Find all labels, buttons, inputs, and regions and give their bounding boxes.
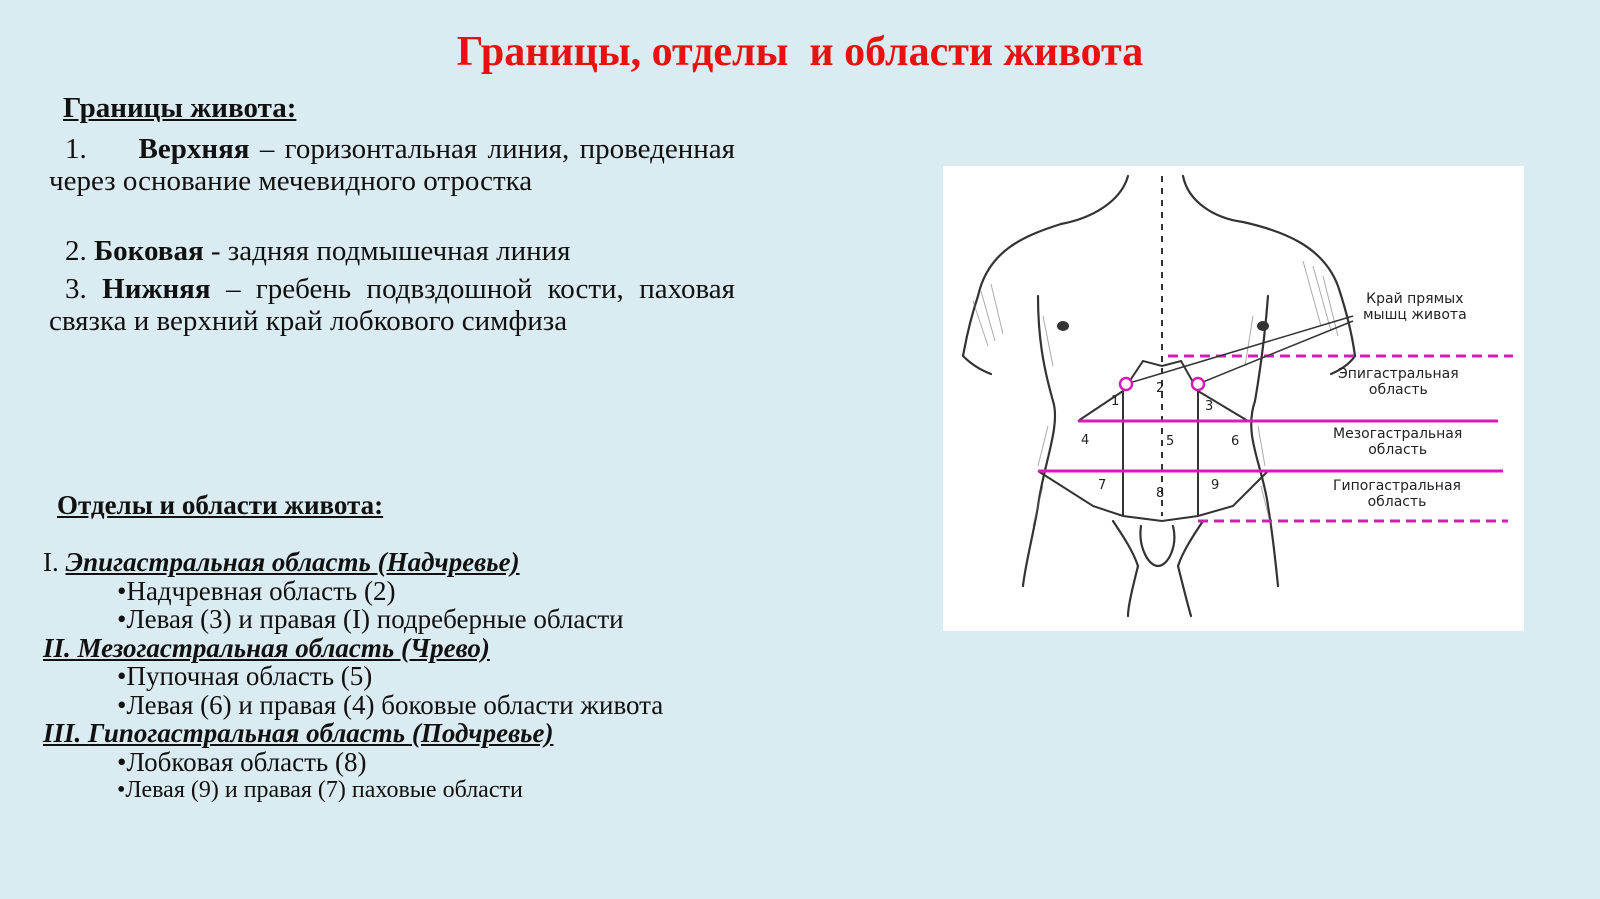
torso-illustration xyxy=(943,166,1524,631)
border-item-lateral xyxy=(49,235,735,267)
border-item-term: Боковая xyxy=(94,235,204,267)
border-item-number: 2. xyxy=(65,235,87,267)
section-header-hypogastric: III. Гипогастральная область (Подчревье) xyxy=(43,718,554,748)
border-item-lower xyxy=(49,273,735,337)
label-mesogastric: Мезогастральная область xyxy=(1333,426,1463,458)
list-item: •Левая (3) и правая (I) подреберные области xyxy=(117,604,624,634)
list-item: •Надчревная область (2) xyxy=(117,575,396,606)
border-item-upper xyxy=(49,133,735,197)
region-number-6: 6 xyxy=(1231,434,1240,449)
region-number-5: 5 xyxy=(1166,434,1175,449)
region-number-3: 3 xyxy=(1205,399,1214,414)
region-number-1: 1 xyxy=(1111,394,1120,409)
abdomen-regions-figure xyxy=(943,166,1524,631)
list-item: •Левая (9) и правая (7) паховые области xyxy=(117,777,523,803)
border-item-term: Нижняя xyxy=(102,273,211,305)
sections-heading: Отделы и области живота: xyxy=(57,490,384,520)
slide-title: Границы, отделы и области живота xyxy=(456,29,1144,75)
sections-list xyxy=(43,548,663,805)
region-number-8: 8 xyxy=(1156,486,1165,501)
borders-heading: Границы живота: xyxy=(63,92,297,124)
label-rectus-margin: Край прямых мышц живота xyxy=(1363,291,1467,323)
list-item: •Пупочная область (5) xyxy=(117,661,373,691)
list-item: •Лобковая область (8) xyxy=(117,746,367,777)
border-item-term: Верхняя xyxy=(138,133,250,165)
region-number-7: 7 xyxy=(1098,478,1107,493)
label-epigastric: Эпигастральная область xyxy=(1338,366,1459,398)
region-number-9: 9 xyxy=(1211,478,1220,493)
label-hypogastric: Гипогастральная область xyxy=(1333,478,1461,510)
list-item: •Левая (6) и правая (4) боковые области живота xyxy=(117,689,664,720)
border-item-text: - задняя подмышечная линия xyxy=(203,235,571,267)
border-item-number: 3. xyxy=(65,273,87,305)
border-item-text: – горизонтальная линия, проведенная через основание мечевидного отростка xyxy=(49,133,735,197)
section-header-epigastric: I. Эпигастральная область (Надчревье) xyxy=(43,547,520,577)
section-header-mesogastric: II. Мезогастральная область (Чрево) xyxy=(43,632,490,663)
border-item-number: 1. xyxy=(65,133,87,165)
region-number-2: 2 xyxy=(1156,381,1165,396)
region-number-4: 4 xyxy=(1081,433,1090,448)
border-item-text: – гребень подвздошной кости, паховая связка и верхний край лобкового симфиза xyxy=(49,273,736,337)
